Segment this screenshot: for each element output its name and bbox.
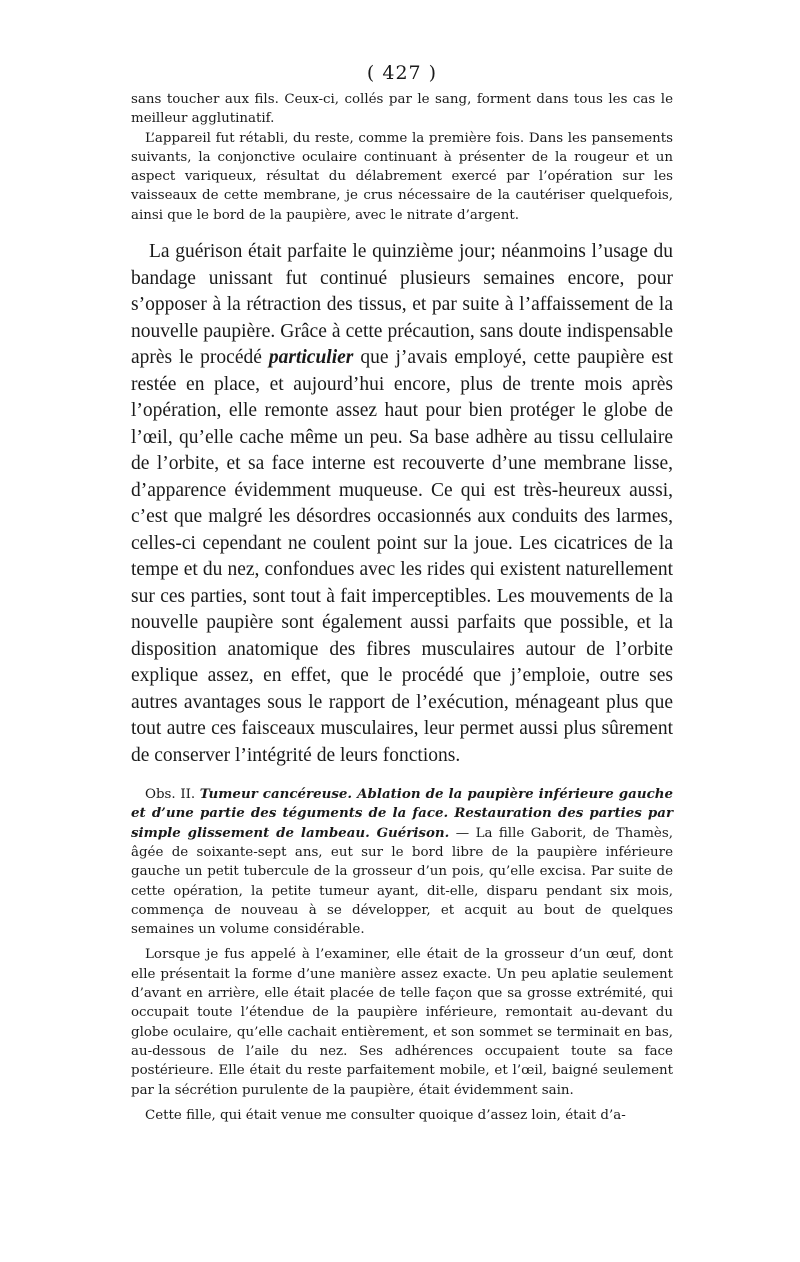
paragraph-dressing: L’appareil fut rétabli, du reste, comme la première fois. Dans les pansements suivants, la conjonctive oculaire continuant à présenter de la rougeur et un aspect variqueux, résultat du délabrement exercé par l’opération sur les vaisseaux de cette membrane, je crus nécessaire de la cautériser quelquefois, ainsi que le bord de la paupière, avec le nitrate d’argent. — [131, 130, 673, 223]
paragraph-continuation: sans toucher aux fils. Ceux-ci, collés par le sang, forment dans tous les cas le meilleur agglutinatif. — [131, 92, 673, 127]
page-number: ( 427 ) — [366, 62, 438, 84]
paragraph-examination: Lorsque je fus appelé à l’examiner, elle était de la grosseur d’un œuf, dont elle présentait la forme d’une manière assez exacte. Un peu aplatie seulement d’avant en arrière, elle était placée de telle façon que sa grosse extrémité, qui occupait toute l’étendue de la paupière inférieure, remontait au-devant du globe oculaire, qu’elle cachait entièrement, et son sommet se terminait en bas, au-dessous de l’aile du nez. Ses adhérences occupaient toute sa face postérieure. Elle était du reste parfaitement mobile, et l’œil, baigné seulement par la sécrétion purulente de la paupière, était évidemment sain. — [131, 947, 673, 1098]
healing-text-before: La guérison était parfaite le quinzième jour; néanmoins l’usage du bandage unissant fut continué plusieurs semaines encore, pour s’opposer à la rétraction des tissus, et par suite à l’affaissement de la nouvelle paupière. Grâce à cette précaution, sans doute indispensable après le procédé — [131, 241, 673, 369]
emphasized-word: particulier — [268, 347, 354, 369]
paragraph-healing — [131, 239, 673, 769]
observation-text: — La fille Gaborit, de Thamès, âgée de soixante-sept ans, eut sur le bord libre de la paupière inférieure gauche un petit tubercule de la grosseur d’un pois, qu’elle excisa. Par suite de cette opération, la petite tumeur ayant, dit-elle, disparu pendant six mois, commença de nouveau à se développer, et acquit au bout de quelques semaines un volume considérable. — [131, 825, 673, 938]
document-page — [131, 62, 673, 1125]
observation-label: Obs. II. — [145, 787, 196, 803]
observation-title: Tumeur cancéreuse. Ablation de la paupière inférieure gauche et d’une partie des téguments de la face. Restauration des parties par simple glissement de lambeau. Guérison. — [131, 786, 673, 841]
healing-text-after: que j’avais employé, cette paupière est restée en place, et aujourd’hui encore, plus de trente mois après l’opération, elle remonte assez haut pour bien protéger le globe de l’œil, qu’elle cache même un peu. Sa base adhère au tissu cellulaire de l’orbite, et sa face interne est recouverte d’une membrane lisse, d’apparence évidemment muqueuse. Ce qui est très-heureux aussi, c’est que malgré les désordres occasionnés aux conduits des larmes, celles-ci cependant ne coulent point sur la joue. Les cicatrices de la tempe et du nez, confondues avec les rides qui existent naturellement sur ces parties, sont tout à fait imperceptibles. Les mouvements de la nouvelle paupière sont également aussi parfaits que possible, et la disposition anatomique des fibres musculaires autour de l’orbite explique assez, en effet, que le procédé que j’emploie, outre ses autres avantages sous le rapport de l’exécution, ménageant plus que tout autre ces faisceaux musculaires, leur permet aussi plus sûrement de conserver l’intégrité de leurs fonctions. — [131, 347, 674, 766]
paragraph-consultation: Cette fille, qui était venue me consulter quoique d’assez loin, était d’a- — [145, 1107, 626, 1123]
observation-heading-paragraph — [131, 785, 673, 939]
